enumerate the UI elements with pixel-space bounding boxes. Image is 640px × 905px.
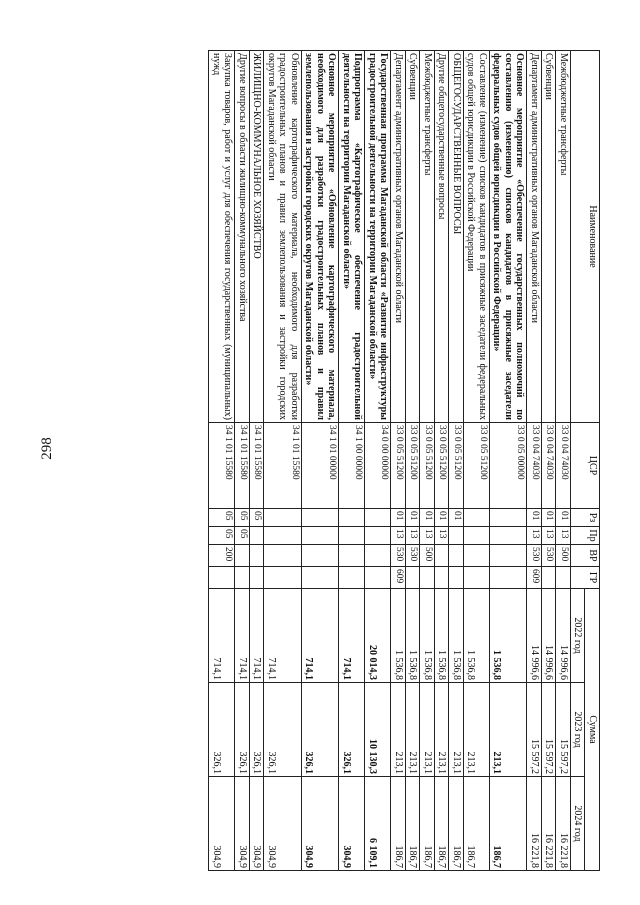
header-2024: 2024 год — [571, 777, 586, 871]
cell-name: Межбюджетные трансферты — [420, 51, 435, 423]
cell-csr: 33 0 04 74030 — [527, 423, 542, 509]
cell-gr — [264, 567, 302, 589]
cell-v2022: 1 536,8 — [490, 589, 528, 683]
cell-name: Другие вопросы в области жилищно-коммунального хозяйства — [235, 51, 250, 423]
cell-name: Закупка товаров, работ и услуг для обеспечения государственных (муниципальных) нужд — [209, 51, 235, 423]
table-row — [556, 51, 571, 871]
cell-csr: 34 1 01 15580 — [250, 423, 265, 509]
cell-pr: 13 — [406, 527, 421, 545]
cell-v2024: 304,9 — [302, 777, 340, 871]
cell-rz — [339, 509, 365, 527]
cell-v2023: 213,1 — [449, 683, 464, 777]
cell-rz: 01 — [391, 509, 406, 527]
cell-gr — [365, 567, 391, 589]
cell-v2023: 326,1 — [339, 683, 365, 777]
cell-vr — [302, 545, 340, 567]
cell-vr — [250, 545, 265, 567]
cell-rz: 05 — [235, 509, 250, 527]
cell-name: Департамент административных органов Магаданской области — [391, 51, 406, 423]
cell-pr — [449, 527, 464, 545]
cell-gr — [556, 567, 571, 589]
cell-v2022: 714,1 — [339, 589, 365, 683]
cell-v2023: 15 597,2 — [527, 683, 542, 777]
cell-gr: 609 — [527, 567, 542, 589]
cell-pr: 13 — [527, 527, 542, 545]
cell-name: Государственная программа Магаданской области «Развитие инфраструктуры градостроительной деятельности на территории Магаданской области» — [365, 51, 391, 423]
cell-csr: 33 0 05 00000 — [490, 423, 528, 509]
cell-pr — [250, 527, 265, 545]
table-row — [250, 51, 265, 871]
cell-name: Другие общегосударственные вопросы — [435, 51, 450, 423]
cell-csr: 33 0 04 74030 — [556, 423, 571, 509]
cell-csr: 34 1 01 15580 — [209, 423, 235, 509]
cell-pr — [365, 527, 391, 545]
cell-rz — [490, 509, 528, 527]
budget-table-sheet — [110, 50, 600, 870]
cell-rz — [264, 509, 302, 527]
cell-v2023: 326,1 — [264, 683, 302, 777]
cell-v2024: 16 221,8 — [527, 777, 542, 871]
cell-v2022: 1 536,8 — [435, 589, 450, 683]
cell-vr — [464, 545, 490, 567]
cell-v2022: 714,1 — [235, 589, 250, 683]
cell-vr: 530 — [527, 545, 542, 567]
cell-pr — [339, 527, 365, 545]
cell-vr — [490, 545, 528, 567]
cell-vr: 530 — [406, 545, 421, 567]
table-row — [264, 51, 302, 871]
header-pr: Пр — [571, 527, 600, 545]
cell-v2022: 714,1 — [264, 589, 302, 683]
cell-name: Составление (изменение) списков кандидатов в присяжные заседатели федеральных судов общей юрисдикции в Российской Федерации — [464, 51, 490, 423]
cell-csr: 34 0 00 00000 — [365, 423, 391, 509]
header-rz: Рз — [571, 509, 600, 527]
header-csr: ЦСР — [571, 423, 600, 509]
cell-csr: 33 0 05 51200 — [406, 423, 421, 509]
cell-gr — [420, 567, 435, 589]
cell-v2022: 1 536,8 — [464, 589, 490, 683]
cell-v2023: 213,1 — [391, 683, 406, 777]
table-row — [235, 51, 250, 871]
cell-vr — [264, 545, 302, 567]
cell-gr — [250, 567, 265, 589]
cell-v2022: 14 996,6 — [556, 589, 571, 683]
cell-gr — [490, 567, 528, 589]
cell-pr: 13 — [435, 527, 450, 545]
cell-vr — [449, 545, 464, 567]
cell-v2023: 10 130,3 — [365, 683, 391, 777]
cell-v2024: 186,7 — [435, 777, 450, 871]
cell-name: Межбюджетные трансферты — [556, 51, 571, 423]
cell-gr — [449, 567, 464, 589]
cell-pr: 13 — [556, 527, 571, 545]
cell-name: ЖИЛИЩНО-КОММУНАЛЬНОЕ ХОЗЯЙСТВО — [250, 51, 265, 423]
cell-v2022: 714,1 — [209, 589, 235, 683]
cell-rz: 01 — [449, 509, 464, 527]
cell-gr — [209, 567, 235, 589]
cell-v2022: 20 014,3 — [365, 589, 391, 683]
header-sum: Сумма — [585, 589, 600, 871]
header-name: Наименование — [571, 51, 600, 423]
cell-gr — [464, 567, 490, 589]
cell-v2024: 16 221,8 — [556, 777, 571, 871]
cell-rz — [302, 509, 340, 527]
cell-csr: 33 0 04 74030 — [542, 423, 557, 509]
cell-v2023: 213,1 — [490, 683, 528, 777]
cell-v2023: 213,1 — [464, 683, 490, 777]
cell-v2022: 1 536,8 — [391, 589, 406, 683]
cell-rz: 01 — [542, 509, 557, 527]
table-row — [209, 51, 235, 871]
cell-v2022: 714,1 — [250, 589, 265, 683]
cell-v2024: 186,7 — [449, 777, 464, 871]
header-vr: ВР — [571, 545, 600, 567]
cell-pr: 05 — [209, 527, 235, 545]
cell-vr: 500 — [420, 545, 435, 567]
cell-v2022: 1 536,8 — [420, 589, 435, 683]
cell-csr: 33 0 05 51200 — [435, 423, 450, 509]
cell-v2024: 304,9 — [235, 777, 250, 871]
cell-pr — [302, 527, 340, 545]
cell-vr: 200 — [209, 545, 235, 567]
cell-gr — [235, 567, 250, 589]
cell-csr: 34 1 01 15580 — [264, 423, 302, 509]
table-row — [435, 51, 450, 871]
cell-v2024: 304,9 — [339, 777, 365, 871]
cell-rz — [365, 509, 391, 527]
cell-rz — [464, 509, 490, 527]
cell-v2023: 213,1 — [435, 683, 450, 777]
cell-v2024: 304,9 — [264, 777, 302, 871]
table-body — [209, 51, 571, 871]
table-row — [406, 51, 421, 871]
cell-csr: 34 1 01 00000 — [302, 423, 340, 509]
cell-name: ОБЩЕГОСУДАРСТВЕННЫЕ ВОПРОСЫ — [449, 51, 464, 423]
budget-table — [209, 50, 601, 871]
cell-pr: 13 — [420, 527, 435, 545]
cell-v2023: 213,1 — [406, 683, 421, 777]
table-row — [365, 51, 391, 871]
table-row — [449, 51, 464, 871]
cell-v2022: 714,1 — [302, 589, 340, 683]
cell-v2024: 186,7 — [391, 777, 406, 871]
cell-vr — [235, 545, 250, 567]
cell-name: Основное мероприятие «Обновление картографического материала, необходимого для разработки градостроительных планов и правил землепользования и застройки городских округов Магаданской области» — [302, 51, 340, 423]
cell-v2022: 14 996,6 — [527, 589, 542, 683]
cell-v2024: 304,9 — [250, 777, 265, 871]
cell-v2022: 1 536,8 — [406, 589, 421, 683]
cell-rz: 01 — [527, 509, 542, 527]
cell-gr — [339, 567, 365, 589]
page-number: 298 — [38, 437, 55, 460]
cell-v2024: 304,9 — [209, 777, 235, 871]
cell-rz: 01 — [420, 509, 435, 527]
cell-gr — [302, 567, 340, 589]
cell-pr: 13 — [542, 527, 557, 545]
cell-vr — [435, 545, 450, 567]
cell-rz: 01 — [435, 509, 450, 527]
cell-csr: 34 1 01 15580 — [235, 423, 250, 509]
table-row — [490, 51, 528, 871]
cell-name: Субвенции — [542, 51, 557, 423]
cell-v2024: 186,7 — [464, 777, 490, 871]
cell-vr — [339, 545, 365, 567]
cell-v2023: 326,1 — [302, 683, 340, 777]
cell-name: Департамент административных органов Магаданской области — [527, 51, 542, 423]
cell-v2023: 326,1 — [209, 683, 235, 777]
cell-vr: 500 — [556, 545, 571, 567]
cell-gr — [542, 567, 557, 589]
cell-csr: 33 0 05 51200 — [449, 423, 464, 509]
cell-pr — [264, 527, 302, 545]
cell-vr: 530 — [542, 545, 557, 567]
cell-csr: 34 1 00 00000 — [339, 423, 365, 509]
cell-name: Субвенции — [406, 51, 421, 423]
cell-v2024: 6 109,1 — [365, 777, 391, 871]
cell-v2024: 186,7 — [406, 777, 421, 871]
cell-pr — [464, 527, 490, 545]
cell-name: Основное мероприятие «Обеспечение государственных полномочий по составлению (изменению) списков кандидатов в присяжные заседатели федеральных судов общей юрисдикции в Российской Федерации» — [490, 51, 528, 423]
cell-pr: 05 — [235, 527, 250, 545]
cell-csr: 33 0 05 51200 — [391, 423, 406, 509]
cell-v2024: 186,7 — [490, 777, 528, 871]
header-2023: 2023 год — [571, 683, 586, 777]
cell-v2023: 326,1 — [250, 683, 265, 777]
cell-v2024: 16 221,8 — [542, 777, 557, 871]
table-row — [542, 51, 557, 871]
table-row — [420, 51, 435, 871]
cell-rz: 05 — [209, 509, 235, 527]
header-2022: 2022 год — [571, 589, 586, 683]
cell-name: Обновление картографического материала, необходимого для разработки градостроительных планов и правил землепользования и застройки городских округов Магаданской области — [264, 51, 302, 423]
cell-vr — [365, 545, 391, 567]
table-row — [339, 51, 365, 871]
cell-v2023: 15 597,2 — [556, 683, 571, 777]
table-row — [464, 51, 490, 871]
cell-csr: 33 0 05 51200 — [420, 423, 435, 509]
cell-gr — [435, 567, 450, 589]
cell-v2023: 213,1 — [420, 683, 435, 777]
cell-gr: 609 — [391, 567, 406, 589]
cell-v2024: 186,7 — [420, 777, 435, 871]
header-gr: ГР — [571, 567, 600, 589]
cell-name: Подпрограмма «Картографическое обеспечение градостроительной деятельности на территории Магаданской области» — [339, 51, 365, 423]
cell-rz: 01 — [406, 509, 421, 527]
cell-pr — [490, 527, 528, 545]
cell-csr: 33 0 05 51200 — [464, 423, 490, 509]
cell-vr: 530 — [391, 545, 406, 567]
cell-v2023: 15 597,2 — [542, 683, 557, 777]
cell-rz: 01 — [556, 509, 571, 527]
table-row — [391, 51, 406, 871]
cell-v2023: 326,1 — [235, 683, 250, 777]
cell-v2022: 1 536,8 — [449, 589, 464, 683]
cell-rz: 05 — [250, 509, 265, 527]
table-row — [527, 51, 542, 871]
cell-pr: 13 — [391, 527, 406, 545]
cell-gr — [406, 567, 421, 589]
table-row — [302, 51, 340, 871]
cell-v2022: 14 996,6 — [542, 589, 557, 683]
